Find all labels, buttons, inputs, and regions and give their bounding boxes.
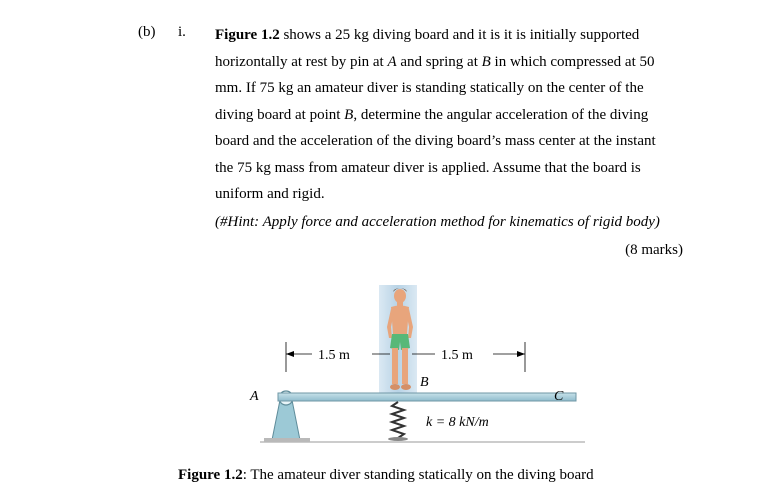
dim-arrow-left — [286, 351, 294, 357]
pin-support — [272, 400, 300, 440]
statement-line: Figure 1.2 shows a 25 kg diving board and it is it is initially supported — [215, 27, 640, 43]
marks-label: (8 marks) — [625, 242, 683, 258]
part-label: (b) — [138, 24, 156, 40]
dim-label-right: 1.5 m — [441, 348, 473, 363]
statement-line: mm. If 75 kg an amateur diver is standing statically on the center of the — [215, 80, 644, 96]
point-b-label: B — [420, 375, 429, 390]
spring-base — [388, 437, 408, 441]
statement-line: uniform and rigid. — [215, 186, 325, 202]
statement-line: the 75 kg mass from amateur diver is applied. Assume that the board is — [215, 159, 641, 176]
spring-stiffness-label: k = 8 kN/m — [426, 415, 489, 430]
dim-label-left: 1.5 m — [318, 348, 350, 363]
hint-text: (#Hint: Apply force and acceleration method for kinematics of rigid body) — [215, 214, 660, 230]
diving-board-diagram — [240, 282, 600, 452]
problem-statement — [215, 22, 683, 208]
statement-line: board and the acceleration of the diving board’s mass center at the instant — [215, 133, 656, 149]
point-c-label: C — [554, 389, 564, 404]
pin-base — [264, 438, 310, 442]
dim-arrow-right — [517, 351, 525, 357]
spring — [392, 402, 404, 438]
figure-caption: Figure 1.2: The amateur diver standing statically on the diving board — [178, 467, 594, 483]
statement-line: diving board at point B, determine the angular acceleration of the diving — [215, 106, 649, 123]
statement-line: horizontally at rest by pin at A and spring at B in which compressed at 50 — [215, 53, 655, 70]
diving-board-figure — [240, 282, 600, 452]
point-a-label: A — [250, 389, 259, 404]
diving-board — [278, 393, 576, 401]
subpart-label: i. — [178, 24, 186, 40]
